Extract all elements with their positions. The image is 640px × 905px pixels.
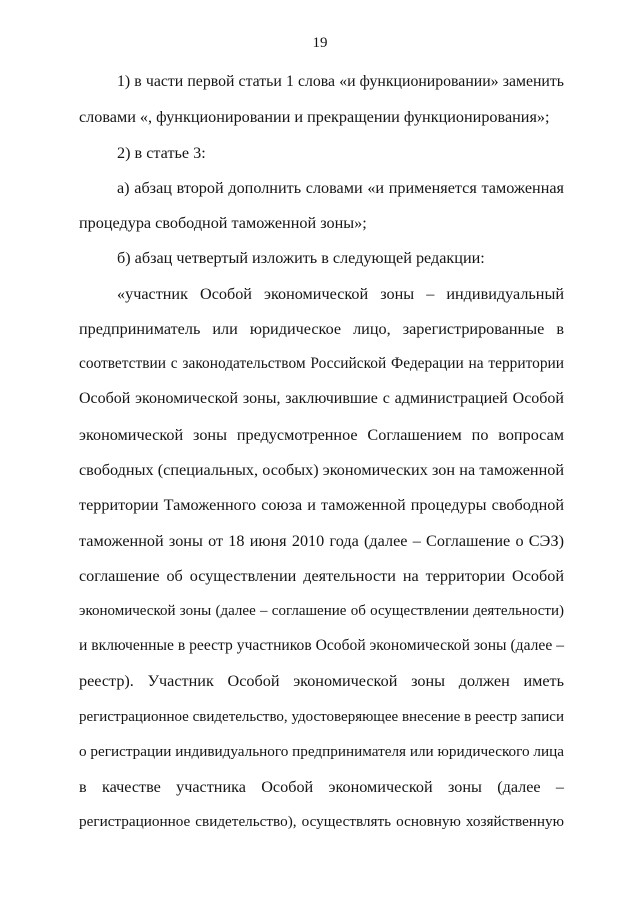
text-line: о регистрации индивидуального предпринимателя или юридического лица: [79, 743, 564, 760]
text-line: регистрационное свидетельство), осуществлять основную хозяйственную: [79, 813, 564, 830]
text-line: территории Таможенного союза и таможенной процедуры свободной: [79, 496, 564, 514]
text-line: соответствии с законодательством Российской Федерации на территории: [79, 355, 564, 372]
text-line: словами «, функционировании и прекращении функционирования»;: [79, 108, 550, 126]
text-line: процедура свободной таможенной зоны»;: [79, 214, 367, 232]
text-line: предприниматель или юридическое лицо, зарегистрированные в: [79, 320, 564, 338]
text-line: 2) в статье 3:: [117, 144, 206, 162]
text-line: свободных (специальных, особых) экономических зон на таможенной: [79, 461, 564, 479]
text-line: и включенные в реестр участников Особой экономической зоны (далее –: [79, 637, 564, 654]
page-number: 19: [312, 35, 328, 51]
text-line: реестр). Участник Особой экономической зоны должен иметь: [79, 672, 564, 690]
text-line: регистрационное свидетельство, удостоверяющее внесение в реестр записи: [79, 709, 564, 725]
text-line: соглашение об осуществлении деятельности на территории Особой: [79, 567, 564, 585]
text-line: таможенной зоны от 18 июня 2010 года (далее – Соглашение о СЭЗ): [79, 532, 564, 550]
text-line: экономической зоны (далее – соглашение об осуществлении деятельности): [79, 603, 564, 619]
text-line: Особой экономической зоны, заключившие с администрацией Особой: [79, 390, 564, 407]
text-line: 1) в части первой статьи 1 слова «и функционировании» заменить: [117, 73, 564, 90]
text-line: б) абзац четвертый изложить в следующей редакции:: [117, 249, 485, 267]
text-line: в качестве участника Особой экономической зоны (далее –: [79, 778, 564, 796]
text-line: экономической зоны предусмотренное Соглашением по вопросам: [79, 426, 564, 444]
text-line: «участник Особой экономической зоны – индивидуальный: [117, 285, 564, 303]
text-line: а) абзац второй дополнить словами «и применяется таможенная: [117, 179, 564, 197]
